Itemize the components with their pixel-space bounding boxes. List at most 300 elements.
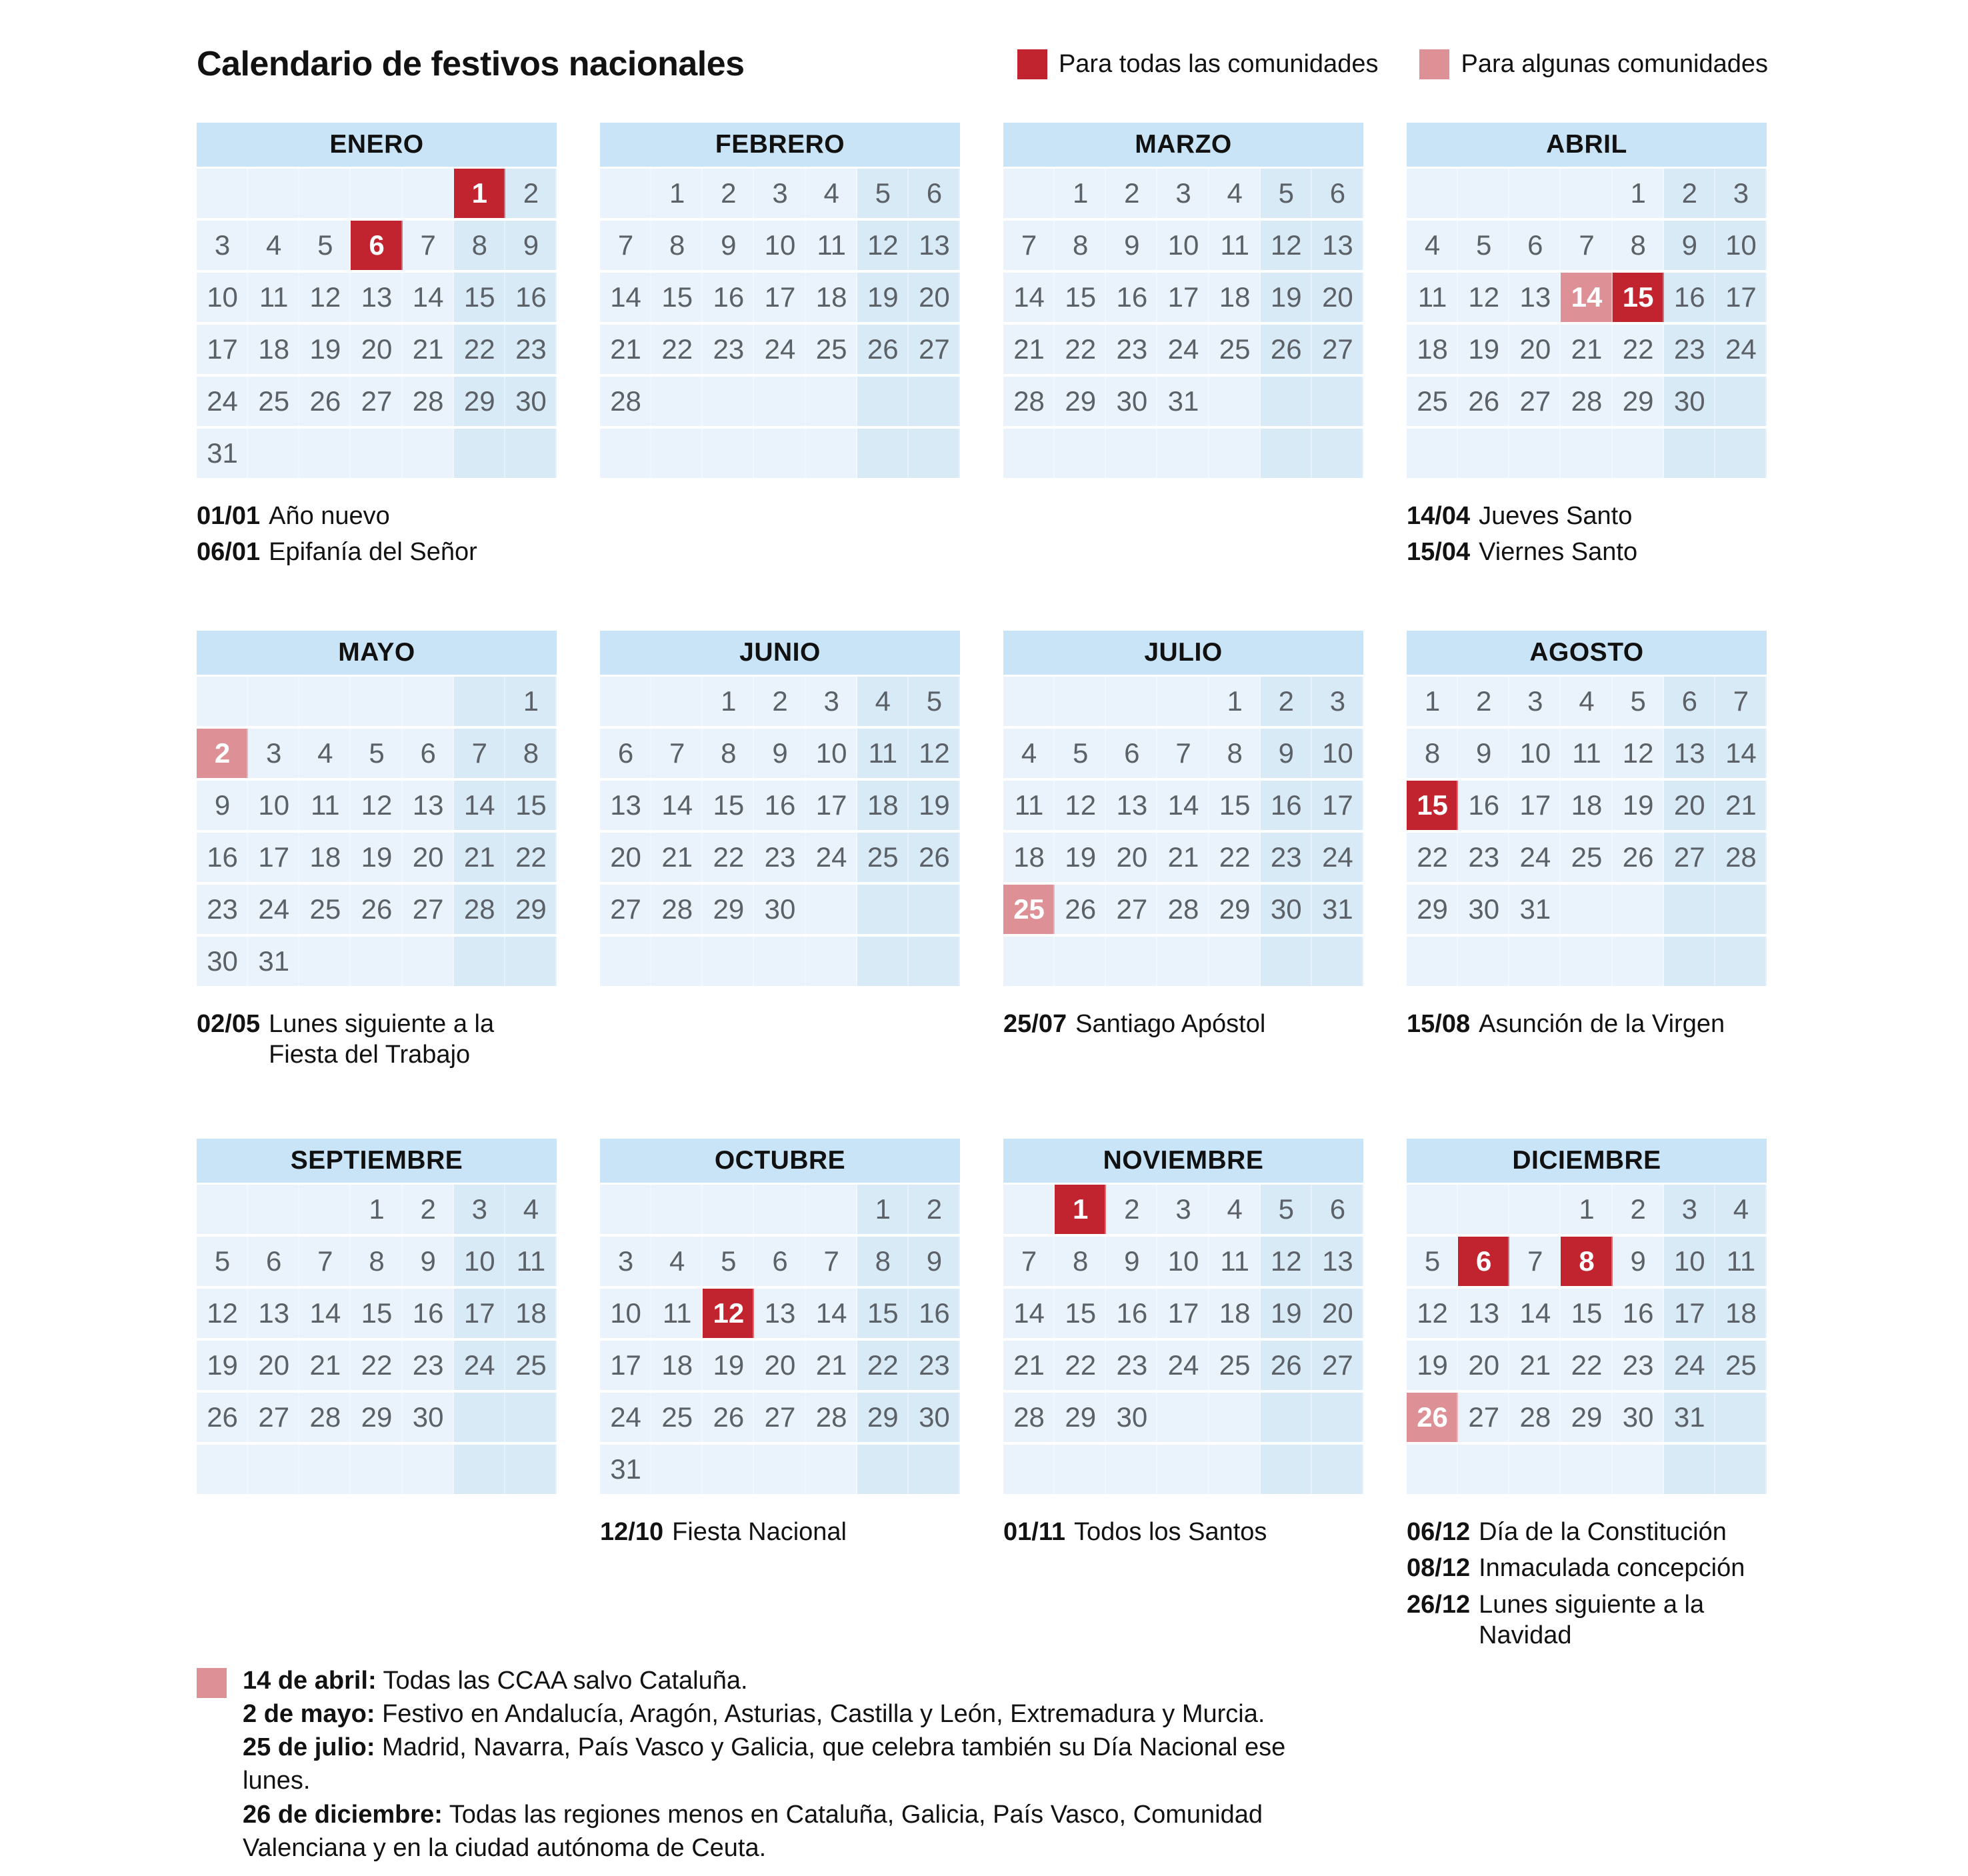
day-cell: 31: [197, 429, 248, 478]
day-cell: 24: [1312, 833, 1363, 882]
day-cell: 4: [806, 169, 857, 218]
day-cell: 16: [909, 1289, 960, 1338]
day-cell: 16: [1613, 1289, 1664, 1338]
day-cell: 23: [754, 833, 805, 882]
holiday-all-cell: 12: [703, 1289, 754, 1338]
day-cell: 12: [909, 729, 960, 778]
empty-day-cell: [1407, 937, 1458, 986]
day-cell: 17: [454, 1289, 505, 1338]
day-cell: 14: [1003, 1289, 1055, 1338]
holiday-label-date: 12/10: [600, 1518, 664, 1546]
holiday-label-text: Jueves Santo: [1479, 502, 1633, 530]
day-cell: 26: [857, 325, 909, 374]
empty-day-cell: [1261, 937, 1312, 986]
holiday-label-date: 15/04: [1407, 538, 1471, 567]
empty-day-cell: [403, 429, 454, 478]
day-cell: 12: [1458, 273, 1509, 322]
day-cell: 6: [1106, 729, 1157, 778]
day-cell: 11: [806, 221, 857, 270]
day-cell: 25: [1209, 325, 1261, 374]
empty-day-cell: [403, 169, 454, 218]
empty-day-cell: [1312, 1445, 1363, 1494]
empty-day-cell: [754, 377, 805, 426]
empty-day-cell: [454, 1393, 505, 1442]
day-cell: 11: [1209, 221, 1261, 270]
day-cell: 22: [1055, 1341, 1106, 1390]
day-cell: 11: [1561, 729, 1612, 778]
day-cell: 18: [1209, 273, 1261, 322]
day-cell: 29: [505, 885, 557, 934]
empty-day-cell: [248, 677, 299, 726]
day-cell: 31: [1664, 1393, 1715, 1442]
day-cell: 20: [754, 1341, 805, 1390]
day-cell: 27: [754, 1393, 805, 1442]
holiday-label: [1407, 1553, 1767, 1583]
day-cell: 2: [909, 1185, 960, 1234]
empty-day-cell: [857, 1445, 909, 1494]
day-cell: 26: [299, 377, 351, 426]
day-cell: 26: [1613, 833, 1664, 882]
day-cell: 13: [403, 781, 454, 830]
day-cell: 18: [1407, 325, 1458, 374]
day-cell: 19: [703, 1341, 754, 1390]
month-holiday-labels: [600, 1517, 960, 1547]
day-cell: 27: [403, 885, 454, 934]
empty-day-cell: [1561, 885, 1612, 934]
footnote-item: 26 de diciembre: Todas las regiones menos en Cataluña, Galicia, País Vasco, Comunidad Valenciana y en la ciudad autónoma de Ceuta.: [243, 1800, 1263, 1862]
empty-day-cell: [651, 1185, 703, 1234]
day-cell: 21: [651, 833, 703, 882]
day-cell: 31: [1509, 885, 1561, 934]
day-cell: 9: [1613, 1237, 1664, 1286]
day-cell: 29: [1055, 377, 1106, 426]
day-cell: 27: [1312, 1341, 1363, 1390]
day-cell: 23: [403, 1341, 454, 1390]
day-cell: 21: [1003, 1341, 1055, 1390]
day-cell: 17: [1509, 781, 1561, 830]
day-cell: 28: [806, 1393, 857, 1442]
empty-day-cell: [1613, 1445, 1664, 1494]
day-cell: 29: [1055, 1393, 1106, 1442]
empty-day-cell: [505, 1445, 557, 1494]
day-cell: 2: [1106, 1185, 1157, 1234]
holiday-label-text: Inmaculada concepción: [1479, 1554, 1745, 1583]
pink-swatch-icon: [1419, 49, 1449, 79]
day-cell: 24: [1157, 325, 1209, 374]
month-title: SEPTIEMBRE: [197, 1139, 557, 1183]
day-cell: 11: [651, 1289, 703, 1338]
empty-day-cell: [1509, 1185, 1561, 1234]
month-day-grid: [197, 169, 557, 478]
empty-day-cell: [806, 1445, 857, 1494]
day-cell: 7: [1561, 221, 1612, 270]
day-cell: 18: [505, 1289, 557, 1338]
day-cell: 9: [909, 1237, 960, 1286]
day-cell: 3: [1664, 1185, 1715, 1234]
empty-day-cell: [248, 169, 299, 218]
empty-day-cell: [1458, 169, 1509, 218]
day-cell: 25: [651, 1393, 703, 1442]
month-day-grid: [1407, 677, 1767, 986]
day-cell: 13: [1664, 729, 1715, 778]
day-cell: 24: [1664, 1341, 1715, 1390]
red-swatch-icon: [1017, 49, 1047, 79]
day-cell: 24: [600, 1393, 651, 1442]
empty-day-cell: [403, 1445, 454, 1494]
day-cell: 19: [857, 273, 909, 322]
day-cell: 19: [1613, 781, 1664, 830]
day-cell: 30: [1106, 377, 1157, 426]
empty-day-cell: [909, 937, 960, 986]
day-cell: 25: [1407, 377, 1458, 426]
day-cell: 17: [1715, 273, 1767, 322]
day-cell: 7: [1003, 1237, 1055, 1286]
holiday-label: [1003, 1009, 1363, 1039]
day-cell: 22: [651, 325, 703, 374]
empty-day-cell: [703, 1445, 754, 1494]
day-cell: 9: [1664, 221, 1715, 270]
empty-day-cell: [754, 429, 805, 478]
day-cell: 5: [1613, 677, 1664, 726]
holiday-label: [197, 1009, 557, 1071]
empty-day-cell: [1407, 1445, 1458, 1494]
legend-label: Para todas las comunidades: [1058, 49, 1379, 78]
day-cell: 28: [454, 885, 505, 934]
empty-day-cell: [1664, 429, 1715, 478]
holiday-label: [197, 501, 557, 531]
day-cell: 5: [703, 1237, 754, 1286]
day-cell: 27: [1312, 325, 1363, 374]
day-cell: 31: [1157, 377, 1209, 426]
day-cell: 30: [909, 1393, 960, 1442]
footnote-item: 14 de abril: Todas las CCAA salvo Cataluña.: [243, 1667, 748, 1695]
day-cell: 10: [1664, 1237, 1715, 1286]
day-cell: 16: [1106, 1289, 1157, 1338]
day-cell: 18: [1561, 781, 1612, 830]
day-cell: 28: [1003, 1393, 1055, 1442]
day-cell: 7: [600, 221, 651, 270]
holiday-label: [1407, 1009, 1767, 1039]
day-cell: 24: [248, 885, 299, 934]
day-cell: 15: [651, 273, 703, 322]
day-cell: 11: [1407, 273, 1458, 322]
empty-day-cell: [1715, 937, 1767, 986]
empty-day-cell: [651, 1445, 703, 1494]
day-cell: 1: [1613, 169, 1664, 218]
footnotes: [197, 1664, 1968, 1865]
empty-day-cell: [351, 169, 402, 218]
holiday-all-cell: 1: [454, 169, 505, 218]
day-cell: 6: [1312, 1185, 1363, 1234]
empty-day-cell: [600, 677, 651, 726]
day-cell: 30: [1613, 1393, 1664, 1442]
day-cell: 28: [1715, 833, 1767, 882]
empty-day-cell: [1209, 429, 1261, 478]
holiday-some-cell: 25: [1003, 885, 1055, 934]
holiday-label-text: Lunes siguiente a la Fiesta del Trabajo: [269, 1010, 495, 1069]
day-cell: 20: [1458, 1341, 1509, 1390]
holiday-label-date: 26/12: [1407, 1590, 1471, 1619]
day-cell: 30: [1664, 377, 1715, 426]
day-cell: 2: [1106, 169, 1157, 218]
day-cell: 21: [299, 1341, 351, 1390]
day-cell: 16: [505, 273, 557, 322]
day-cell: 4: [1003, 729, 1055, 778]
day-cell: 19: [197, 1341, 248, 1390]
day-cell: 3: [197, 221, 248, 270]
empty-day-cell: [1261, 1445, 1312, 1494]
empty-day-cell: [1157, 677, 1209, 726]
day-cell: 30: [1261, 885, 1312, 934]
day-cell: 29: [703, 885, 754, 934]
day-cell: 19: [1055, 833, 1106, 882]
holiday-label: [1407, 501, 1767, 531]
empty-day-cell: [1715, 1445, 1767, 1494]
day-cell: 27: [1664, 833, 1715, 882]
day-cell: 25: [505, 1341, 557, 1390]
empty-day-cell: [299, 429, 351, 478]
day-cell: 26: [703, 1393, 754, 1442]
day-cell: 8: [651, 221, 703, 270]
empty-day-cell: [1509, 1445, 1561, 1494]
day-cell: 29: [1209, 885, 1261, 934]
empty-day-cell: [909, 429, 960, 478]
holiday-all-cell: 8: [1561, 1237, 1612, 1286]
day-cell: 11: [1003, 781, 1055, 830]
empty-day-cell: [403, 677, 454, 726]
month-calendar: [1003, 1139, 1363, 1647]
footnote-lead: 26 de diciembre:: [243, 1800, 443, 1829]
day-cell: 21: [806, 1341, 857, 1390]
day-cell: 10: [1157, 221, 1209, 270]
holiday-label-date: 14/04: [1407, 502, 1471, 530]
month-calendar: [197, 1139, 557, 1647]
empty-day-cell: [1561, 1445, 1612, 1494]
holiday-label-text: Epifanía del Señor: [269, 538, 477, 567]
holiday-label-text: Lunes siguiente a la Navidad: [1479, 1590, 1705, 1650]
day-cell: 6: [248, 1237, 299, 1286]
month-title: JUNIO: [600, 631, 960, 675]
footnote-lead: 25 de julio:: [243, 1733, 375, 1762]
day-cell: 30: [754, 885, 805, 934]
empty-day-cell: [857, 937, 909, 986]
day-cell: 25: [1715, 1341, 1767, 1390]
legend-item-some-communities: [1419, 49, 1768, 79]
day-cell: 11: [505, 1237, 557, 1286]
holiday-some-cell: 14: [1561, 273, 1612, 322]
day-cell: 11: [1715, 1237, 1767, 1286]
day-cell: 30: [1458, 885, 1509, 934]
empty-day-cell: [1407, 1185, 1458, 1234]
day-cell: 4: [1715, 1185, 1767, 1234]
holiday-label-date: 08/12: [1407, 1554, 1471, 1583]
day-cell: 29: [857, 1393, 909, 1442]
empty-day-cell: [754, 937, 805, 986]
day-cell: 23: [197, 885, 248, 934]
empty-day-cell: [1509, 429, 1561, 478]
holiday-label-text: Viernes Santo: [1479, 538, 1638, 567]
day-cell: 25: [1209, 1341, 1261, 1390]
day-cell: 19: [909, 781, 960, 830]
header-bar: [197, 47, 1768, 81]
day-cell: 20: [1509, 325, 1561, 374]
day-cell: 20: [909, 273, 960, 322]
day-cell: 17: [1312, 781, 1363, 830]
day-cell: 3: [1157, 1185, 1209, 1234]
holiday-label-text: Año nuevo: [269, 502, 390, 530]
day-cell: 7: [403, 221, 454, 270]
empty-day-cell: [651, 377, 703, 426]
day-cell: 16: [1664, 273, 1715, 322]
empty-day-cell: [1664, 1445, 1715, 1494]
day-cell: 22: [1055, 325, 1106, 374]
day-cell: 8: [857, 1237, 909, 1286]
day-cell: 8: [454, 221, 505, 270]
day-cell: 18: [299, 833, 351, 882]
day-cell: 16: [703, 273, 754, 322]
day-cell: 2: [754, 677, 805, 726]
empty-day-cell: [1613, 937, 1664, 986]
day-cell: 18: [1715, 1289, 1767, 1338]
day-cell: 15: [1055, 1289, 1106, 1338]
day-cell: 26: [1261, 1341, 1312, 1390]
empty-day-cell: [806, 429, 857, 478]
day-cell: 4: [299, 729, 351, 778]
day-cell: 16: [754, 781, 805, 830]
day-cell: 13: [1458, 1289, 1509, 1338]
holiday-label: [1003, 1517, 1363, 1547]
day-cell: 12: [857, 221, 909, 270]
empty-day-cell: [857, 377, 909, 426]
holiday-label-date: 06/01: [197, 538, 261, 567]
day-cell: 13: [909, 221, 960, 270]
month-calendar: [197, 631, 557, 1139]
day-cell: 24: [1509, 833, 1561, 882]
month-holiday-labels: [197, 1009, 557, 1071]
month-calendar: [600, 123, 960, 631]
day-cell: 17: [600, 1341, 651, 1390]
empty-day-cell: [806, 937, 857, 986]
day-cell: 6: [403, 729, 454, 778]
day-cell: 13: [1509, 273, 1561, 322]
day-cell: 3: [1157, 169, 1209, 218]
day-cell: 28: [1157, 885, 1209, 934]
day-cell: 25: [248, 377, 299, 426]
month-title: MAYO: [197, 631, 557, 675]
day-cell: 14: [1715, 729, 1767, 778]
footnotes-text: [243, 1664, 1336, 1865]
day-cell: 14: [403, 273, 454, 322]
legend-item-all-communities: [1017, 49, 1379, 79]
day-cell: 1: [351, 1185, 402, 1234]
day-cell: 13: [1106, 781, 1157, 830]
month-day-grid: [1003, 169, 1363, 478]
month-day-grid: [1407, 169, 1767, 478]
month-holiday-labels: [1003, 1009, 1363, 1039]
day-cell: 7: [1509, 1237, 1561, 1286]
day-cell: 4: [1209, 169, 1261, 218]
day-cell: 27: [600, 885, 651, 934]
day-cell: 21: [1003, 325, 1055, 374]
day-cell: 3: [806, 677, 857, 726]
holiday-label-date: 06/12: [1407, 1518, 1471, 1546]
empty-day-cell: [754, 1185, 805, 1234]
day-cell: 6: [1664, 677, 1715, 726]
empty-day-cell: [1003, 677, 1055, 726]
day-cell: 29: [351, 1393, 402, 1442]
day-cell: 28: [651, 885, 703, 934]
day-cell: 23: [1106, 325, 1157, 374]
empty-day-cell: [651, 677, 703, 726]
day-cell: 12: [1407, 1289, 1458, 1338]
empty-day-cell: [806, 377, 857, 426]
month-title: AGOSTO: [1407, 631, 1767, 675]
day-cell: 26: [351, 885, 402, 934]
day-cell: 11: [1209, 1237, 1261, 1286]
month-holiday-labels: [1407, 1517, 1767, 1651]
day-cell: 16: [1106, 273, 1157, 322]
empty-day-cell: [806, 885, 857, 934]
page-title: Calendario de festivos nacionales: [197, 45, 745, 83]
day-cell: 22: [1561, 1341, 1612, 1390]
day-cell: 25: [1561, 833, 1612, 882]
day-cell: 3: [1715, 169, 1767, 218]
empty-day-cell: [1715, 377, 1767, 426]
legend: [1017, 49, 1768, 79]
empty-day-cell: [197, 1185, 248, 1234]
month-calendar: [1003, 631, 1363, 1139]
empty-day-cell: [651, 429, 703, 478]
month-calendar: [197, 123, 557, 631]
empty-day-cell: [1613, 885, 1664, 934]
empty-day-cell: [299, 937, 351, 986]
empty-day-cell: [1209, 377, 1261, 426]
empty-day-cell: [351, 677, 402, 726]
empty-day-cell: [1407, 169, 1458, 218]
footnote-lead: 14 de abril:: [243, 1667, 377, 1695]
holiday-some-cell: 2: [197, 729, 248, 778]
month-calendar: [600, 631, 960, 1139]
day-cell: 19: [299, 325, 351, 374]
empty-day-cell: [1458, 937, 1509, 986]
month-holiday-labels: [1407, 501, 1767, 568]
empty-day-cell: [703, 1185, 754, 1234]
day-cell: 4: [1209, 1185, 1261, 1234]
day-cell: 3: [600, 1237, 651, 1286]
day-cell: 9: [1261, 729, 1312, 778]
day-cell: 6: [1312, 169, 1363, 218]
pink-swatch-icon: [197, 1668, 227, 1698]
day-cell: 29: [454, 377, 505, 426]
month-day-grid: [600, 677, 960, 986]
day-cell: 9: [505, 221, 557, 270]
empty-day-cell: [1664, 885, 1715, 934]
day-cell: 26: [1458, 377, 1509, 426]
day-cell: 28: [600, 377, 651, 426]
empty-day-cell: [299, 169, 351, 218]
day-cell: 20: [1664, 781, 1715, 830]
day-cell: 27: [1509, 377, 1561, 426]
holiday-label-date: 02/05: [197, 1010, 261, 1038]
day-cell: 7: [651, 729, 703, 778]
month-holiday-labels: [1407, 1009, 1767, 1039]
day-cell: 24: [754, 325, 805, 374]
month-title: ABRIL: [1407, 123, 1767, 167]
day-cell: 1: [505, 677, 557, 726]
empty-day-cell: [1003, 169, 1055, 218]
day-cell: 24: [1157, 1341, 1209, 1390]
empty-day-cell: [1055, 937, 1106, 986]
